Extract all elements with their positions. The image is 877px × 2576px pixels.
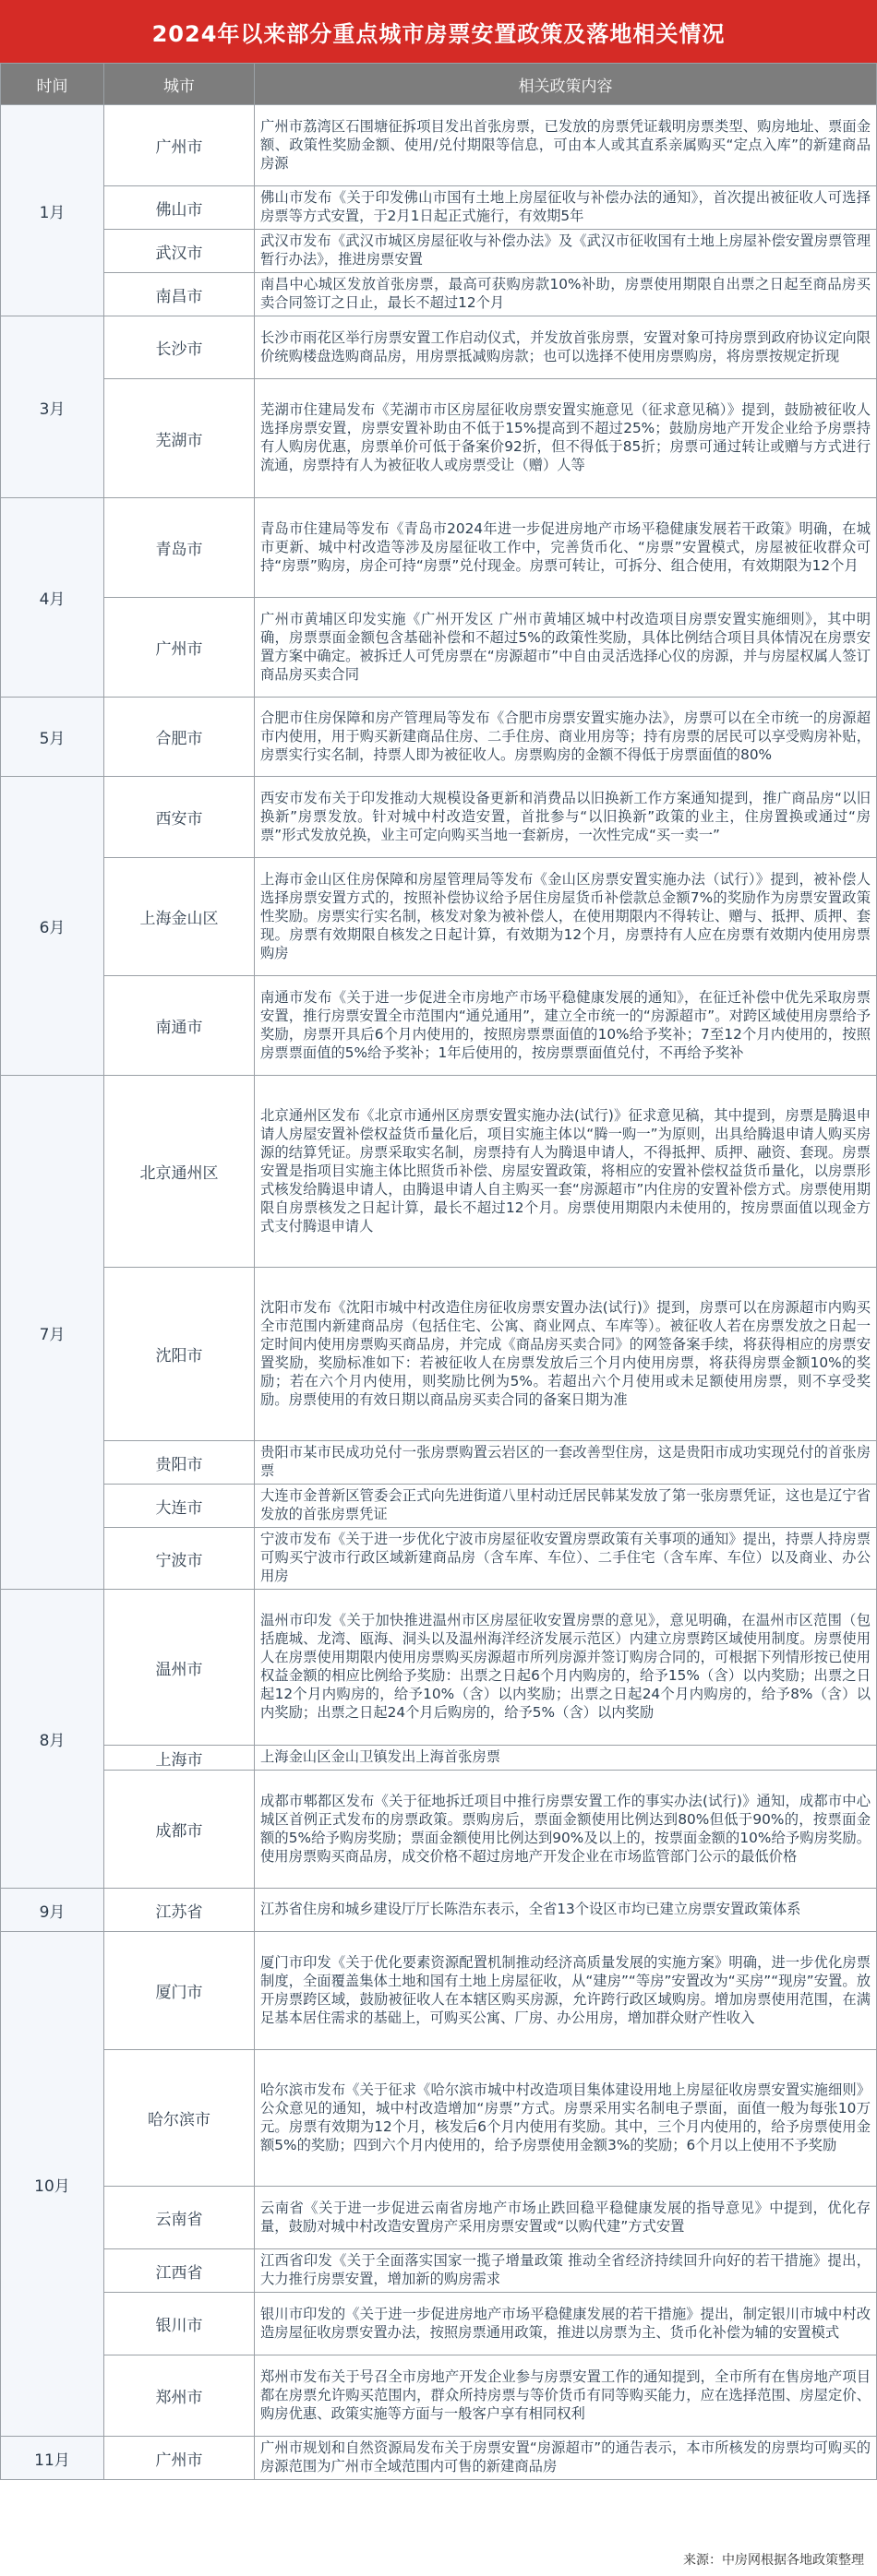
content-cell: 西安市发布关于印发推动大规模设备更新和消费品以旧换新工作方案通知提到，推广商品房“以旧换新”房票发放。针对城中村改造安置，首批参与“以旧换新”政策的业主，住房置换或通过“房票”形式发放兑换，业主可定向购买当地一套新房，一次性完成“买一卖一” [255,777,877,858]
content-cell: 银川市印发的《关于进一步促进房地产市场平稳健康发展的若干措施》提出，制定银川市城中村改造房屋征收房票安置办法，按照房票通用政策，推进以房票为主、货币化补偿为辅的安置模式 [255,2293,877,2355]
table-row [1,1076,877,1268]
table-row [1,1746,877,1771]
city-cell: 武汉市 [104,230,255,273]
content-cell: 广州市规划和自然资源局发布关于房票安置“房源超市”的通告表示，本市所核发的房票均可购买的房源范围为广州市全域范围内可售的新建商品房 [255,2437,877,2480]
content-cell: 长沙市雨花区举行房票安置工作启动仪式，并发放首张房票，安置对象可持房票到政府协议定向限价统购楼盘选购商品房，用房票抵减购房款；也可以选择不使用房票购房，将房票按规定折现 [255,316,877,379]
city-cell: 江西省 [104,2249,255,2293]
city-cell: 江苏省 [104,1889,255,1932]
city-cell: 青岛市 [104,498,255,598]
table-row [1,698,877,777]
table-row [1,598,877,698]
month-cell: 4月 [1,498,104,698]
table-row [1,230,877,273]
content-cell: 江苏省住房和城乡建设厅厅长陈浩东表示，全省13个设区市均已建立房票安置政策体系 [255,1889,877,1932]
header-city: 城市 [104,64,255,105]
table-row [1,2249,877,2293]
table-row [1,2187,877,2249]
city-cell: 北京通州区 [104,1076,255,1268]
content-cell: 南昌中心城区发放首张房票，最高可获购房款10%补助，房票使用期限自出票之日起至商品房买卖合同签订之日止，最长不超过12个月 [255,273,877,316]
city-cell: 温州市 [104,1590,255,1746]
city-cell: 广州市 [104,105,255,186]
table-row [1,498,877,598]
content-cell: 武汉市发布《武汉市城区房屋征收与补偿办法》及《武汉市征收国有土地上房屋补偿安置房票管理暂行办法》，推进房票安置 [255,230,877,273]
content-cell: 青岛市住建局等发布《青岛市2024年进一步促进房地产市场平稳健康发展若干政策》明确，在城市更新、城中村改造等涉及房屋征收工作中，完善货币化、“房票”安置模式，房屋被征收群众可持“房票”购房，房企可持“房票”兑付现金。房票可转让，可拆分、组合使用，有效期限为12个月 [255,498,877,598]
city-cell: 郑州市 [104,2355,255,2437]
table-row [1,1771,877,1889]
header-time: 时间 [1,64,104,105]
month-cell: 5月 [1,698,104,777]
table-row [1,1932,877,2050]
content-cell: 北京通州区发布《北京市通州区房票安置实施办法(试行)》征求意见稿，其中提到，房票是腾退申请人房屋安置补偿权益货币量化后，项目实施主体以“腾一购一”为原则，出具给腾退申请人购买房源的结算凭证。房票采取实名制，房票持有人为腾退申请人，不得抵押、质押、融资、套现。房票安置是指项目实施主体比照货币补偿、房屋安置政策，将相应的安置补偿权益货币量化，以房票形式核发给腾退申请人，由腾退申请人自主购买一套“房源超市”内住房的安置补偿方式。房票使用期限自房票核发之日起计算，最长不超过12个月。房票使用期限内未使用的，按房票面值以现金方式支付腾退申请人 [255,1076,877,1268]
table-row [1,1268,877,1441]
table-row [1,1441,877,1485]
table-header-row [1,64,877,105]
table-row [1,1485,877,1528]
header-content: 相关政策内容 [255,64,877,105]
table-row [1,186,877,230]
city-cell: 哈尔滨市 [104,2050,255,2187]
content-cell: 云南省《关于进一步促进云南省房地产市场止跌回稳平稳健康发展的指导意见》中提到，优化存量，鼓励对城中村改造安置房产采用房票安置或“以购代建”方式安置 [255,2187,877,2249]
content-cell: 大连市金普新区管委会正式向先进街道八里村动迁居民韩某发放了第一张房票凭证，这也是辽宁省发放的首张房票凭证 [255,1485,877,1528]
month-cell: 7月 [1,1076,104,1590]
city-cell: 贵阳市 [104,1441,255,1485]
table-row [1,379,877,498]
policy-table [0,63,877,2480]
city-cell: 上海金山区 [104,858,255,976]
table-row [1,2050,877,2187]
content-cell: 温州市印发《关于加快推进温州市区房屋征收安置房票的意见》，意见明确，在温州市区范围（包括鹿城、龙湾、瓯海、洞头以及温州海洋经济发展示范区）内建立房票跨区域使用制度。房票使用人在房票使用期限内使用房票购买房源超市所列房源并签订购房合同的，可根据下列情形按已使用权益金额的相应比例给予奖励：出票之日起6个月内购房的，给予15%（含）以内奖励；出票之日起12个月内购房的，给予10%（含）以内奖励；出票之日起24个月内购房的，给予8%（含）以内奖励；出票之日起24个月后购房的，给予5%（含）以内奖励 [255,1590,877,1746]
table-row [1,2437,877,2480]
month-cell: 3月 [1,316,104,498]
page-title: 2024年以来部分重点城市房票安置政策及落地相关情况 [0,0,877,63]
table-row [1,273,877,316]
city-cell: 上海市 [104,1746,255,1771]
table-row [1,2355,877,2437]
table-row [1,1528,877,1590]
content-cell: 沈阳市发布《沈阳市城中村改造住房征收房票安置办法(试行)》提到，房票可以在房源超市内购买全市范围内新建商品房（包括住宅、公寓、商业网点、车库等）。被征收人若在房票发放之日起一定时间内使用房票购买商品房，并完成《商品房买卖合同》的网签备案手续，将获得相应的房票安置奖励，奖励标准如下：若被征收人在房票发放后三个月内使用房票，将获得房票金额10%的奖励；若在六个月内使用，则奖励比例为5%。若超出六个月使用或未足额使用房票，则不享受奖励。房票使用的有效日期以商品房买卖合同的备案日期为准 [255,1268,877,1441]
source-note: 来源：中房网根据各地政策整理 [683,2553,864,2568]
city-cell: 南昌市 [104,273,255,316]
city-cell: 大连市 [104,1485,255,1528]
city-cell: 广州市 [104,598,255,698]
table-row [1,105,877,186]
city-cell: 合肥市 [104,698,255,777]
table-row [1,2293,877,2355]
city-cell: 佛山市 [104,186,255,230]
content-cell: 南通市发布《关于进一步促进全市房地产市场平稳健康发展的通知》，在征迁补偿中优先采取房票安置，推行房票安置全市范围内“通兑通用”，建立全市统一的“房源超市”。对跨区域使用房票给予奖励，房票开具后6个月内使用的，按照房票票面值的10%给予奖补；7至12个月内使用的，按照房票票面值的5%给予奖补；1年后使用的，按房票票面值兑付，不再给予奖补 [255,976,877,1076]
city-cell: 南通市 [104,976,255,1076]
month-cell: 8月 [1,1590,104,1889]
month-cell: 10月 [1,1932,104,2437]
city-cell: 西安市 [104,777,255,858]
table-row [1,1889,877,1932]
content-cell: 上海金山区金山卫镇发出上海首张房票 [255,1746,877,1771]
content-cell: 厦门市印发《关于优化要素资源配置机制推动经济高质量发展的实施方案》明确，进一步优化房票制度，全面覆盖集体土地和国有土地上房屋征收，从“建房”“等房”安置改为“买房”“现房”安置。放开房票跨区域，鼓励被征收人在本辖区购买房源，允许跨行政区域购房。增加房票使用范围，在满足基本居住需求的基础上，可购买公寓、厂房、办公用房，增加群众财产性收入 [255,1932,877,2050]
content-cell: 哈尔滨市发布《关于征求《哈尔滨市城中村改造项目集体建设用地上房屋征收房票安置实施细则》公众意见的通知，城中村改造增加“房票”方式。房票采用实名制电子票面，面值一般为每张10万元。房票有效期为12个月，核发后6个月内使用有奖励。其中，三个月内使用的，给予房票使用金额5%的奖励；四到六个月内使用的，给予房票使用金额3%的奖励；6个月以上使用不予奖励 [255,2050,877,2187]
month-cell: 9月 [1,1889,104,1932]
content-cell: 江西省印发《关于全面落实国家一揽子增量政策 推动全省经济持续回升向好的若干措施》提出，大力推行房票安置，增加新的购房需求 [255,2249,877,2293]
content-cell: 合肥市住房保障和房产管理局等发布《合肥市房票安置实施办法》，房票可以在全市统一的房源超市内使用，用于购买新建商品住房、二手住房、商业用房等；持有房票的居民可以享受购房补贴，房票实行实名制，持票人即为被征收人。房票购房的金额不得低于房票面值的80% [255,698,877,777]
table-row [1,976,877,1076]
content-cell: 贵阳市某市民成功兑付一张房票购置云岩区的一套改善型住房，这是贵阳市成功实现兑付的首张房票 [255,1441,877,1485]
content-cell: 上海市金山区住房保障和房屋管理局等发布《金山区房票安置实施办法（试行）》提到，被补偿人选择房票安置方式的，按照补偿协议给予居住房屋货币补偿款总金额7%的奖励作为房票安置政策性奖励。房票实行实名制，核发对象为被补偿人，在使用期限内不得转让、赠与、抵押、质押、套现。房票有效期限自核发之日起计算，有效期为12个月，房票持有人应在房票有效期内使用房票购房 [255,858,877,976]
table-row [1,858,877,976]
city-cell: 厦门市 [104,1932,255,2050]
content-cell: 广州市荔湾区石围塘征拆项目发出首张房票，已发放的房票凭证载明房票类型、购房地址、票面金额、政策性奖励金额、使用/兑付期限等信息，可由本人或其直系亲属购买“定点入库”的新建商品房源 [255,105,877,186]
city-cell: 沈阳市 [104,1268,255,1441]
content-cell: 广州市黄埔区印发实施《广州开发区 广州市黄埔区城中村改造项目房票安置实施细则》，其中明确，房票票面金额包含基础补偿和不超过5%的政策性奖励，具体比例结合项目具体情况在房票安置方案中确定。被拆迁人可凭房票在“房源超市”中自由灵活选择心仪的房源，并与房屋权属人签订商品房买卖合同 [255,598,877,698]
city-cell: 银川市 [104,2293,255,2355]
content-cell: 芜湖市住建局发布《芜湖市市区房屋征收房票安置实施意见（征求意见稿）》提到，鼓励被征收人选择房票安置，房票安置补助由不低于15%提高到不超过25%；鼓励房地产开发企业给予房票持有人购房优惠，房票单价可低于备案价92折，但不得低于85折；房票可通过转让或赠与方式进行流通，房票持有人为被征收人或房票受让（赠）人等 [255,379,877,498]
city-cell: 芜湖市 [104,379,255,498]
city-cell: 广州市 [104,2437,255,2480]
table-row [1,1590,877,1746]
content-cell: 佛山市发布《关于印发佛山市国有土地上房屋征收与补偿办法的通知》，首次提出被征收人可选择房票等方式安置，于2月1日起正式施行，有效期5年 [255,186,877,230]
month-cell: 11月 [1,2437,104,2480]
content-cell: 宁波市发布《关于进一步优化宁波市房屋征收安置房票政策有关事项的通知》提出，持票人持房票可购买宁波市行政区域新建商品房（含车库、车位）、二手住宅（含车库、车位）以及商业、办公用房 [255,1528,877,1590]
content-cell: 郑州市发布关于号召全市房地产开发企业参与房票安置工作的通知提到，全市所有在售房地产项目都在房票允许购买范围内，群众所持房票与等价货币有同等购买能力，应在选择范围、房屋定价、购房优惠、政策实施等方面与一般客户享有相同权利 [255,2355,877,2437]
city-cell: 长沙市 [104,316,255,379]
city-cell: 云南省 [104,2187,255,2249]
city-cell: 宁波市 [104,1528,255,1590]
content-cell: 成都市郫都区发布《关于征地拆迁项目中推行房票安置工作的事实办法(试行)》通知，成都市中心城区首例正式发布的房票政策。票购房后，票面金额使用比例达到80%但低于90%的，按票面金额的5%给予购房奖励；票面金额使用比例达到90%及以上的，按票面金额的10%给予购房奖励。使用房票购买商品房，成交价格不超过房地产开发企业在市场监管部门公示的最低价格 [255,1771,877,1889]
month-cell: 6月 [1,777,104,1076]
table-row [1,316,877,379]
city-cell: 成都市 [104,1771,255,1889]
table-row [1,777,877,858]
month-cell: 1月 [1,105,104,316]
